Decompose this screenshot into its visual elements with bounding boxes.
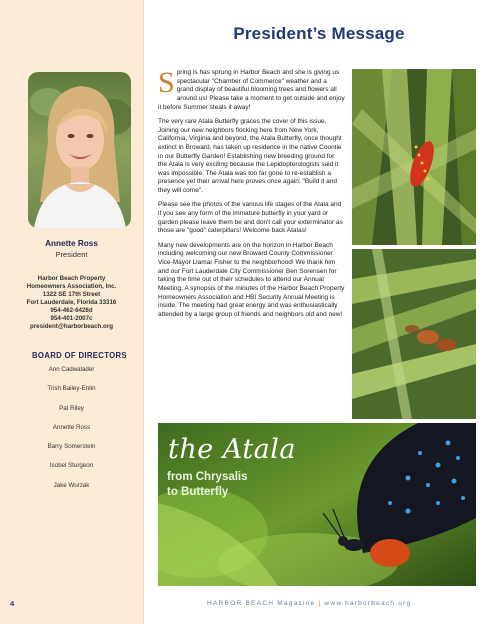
phone-2: 954-401-2007c bbox=[50, 315, 93, 322]
board-member: Trish Bailey-Entin bbox=[47, 385, 96, 393]
website-url[interactable]: www.harborbeach.org bbox=[324, 600, 412, 607]
board-member: Barry Somerstein bbox=[47, 443, 96, 451]
magazine-name: HARBOR BEACH Magazine bbox=[207, 600, 316, 607]
president-portrait bbox=[28, 72, 131, 228]
feature-subtitle-line1: from Chrysalis bbox=[167, 471, 248, 483]
page-title: President’s Message bbox=[233, 24, 405, 43]
address: 1322 SE 17th Street bbox=[42, 291, 101, 298]
article-body bbox=[158, 66, 345, 325]
board-heading: BOARD OF DIRECTORS bbox=[32, 351, 127, 360]
board-member: Isobel Sturgeon bbox=[49, 462, 94, 470]
president-title: President bbox=[55, 250, 88, 259]
drop-cap: S bbox=[158, 66, 175, 99]
board-member: Pat Riley bbox=[59, 404, 84, 412]
paragraph-3: Please see the photos of the various life stages of the Atala and if you see any form of the immature butterfly in your yard or garden please leave them be and don't call your exterminator as those are "good" caterpillars! Welcome back Atalas! bbox=[158, 201, 343, 235]
board-member: Annette Ross bbox=[52, 423, 91, 431]
chrysalis-photo bbox=[352, 249, 476, 419]
association-name-line2: Homeowners Association, Inc. bbox=[26, 283, 117, 290]
email[interactable]: president@harborbeach.org bbox=[29, 323, 114, 330]
footer bbox=[207, 600, 411, 607]
board-member: Ann Cadwalader bbox=[48, 366, 95, 373]
association-info bbox=[0, 275, 143, 331]
page-number: 4 bbox=[10, 599, 15, 608]
paragraph-1-text: pring is has sprung in Harbor Beach and she is giving us spectacular "Chamber of Commerce" weather and a grand display of beautiful blooming trees and flowers all around us! Please take a moment to get outside and enjoy it before Summer steals it away! bbox=[158, 69, 345, 111]
city: Fort Lauderdale, Florida 33316 bbox=[26, 299, 117, 306]
sidebar-divider bbox=[143, 0, 144, 624]
feature-title: the Atala bbox=[168, 434, 297, 465]
caterpillar-photo bbox=[352, 69, 476, 245]
feature-subtitle bbox=[167, 470, 248, 500]
board-list bbox=[0, 366, 143, 501]
paragraph-2: The very rare Atala Butterfly graces the cover of this issue. Joining our new neighbors flocking here from New York, California, Virginia and beyond, the Atala Butterfly, once thought extinct in Broward, has taken up residence in the native Coontie in our Butterfly Garden! Establishing new breeding ground for the Atala is very exciting because the Lepidopterologists said it was impossible. The Atala was too far gone to re-establish a presence yet their arrival here proves once again: "Build it and they will come". bbox=[158, 117, 342, 195]
footer-separator: | bbox=[318, 600, 322, 607]
phone-1: 954-462-6428d bbox=[50, 307, 93, 314]
feature-subtitle-line2: to Butterfly bbox=[167, 486, 229, 498]
president-name: Annette Ross bbox=[45, 239, 98, 248]
paragraph-1 bbox=[158, 66, 345, 112]
paragraph-4: Many new developments are on the horizon in Harbor Beach including welcoming our new Broward County Commissioner Vice-Mayor Llamar Fisher to the neighborhood! We thank him and our Fort Lauderdale City Commissioner Ben Sorensen for taking the time out of their schedules to attend our Annual Meeting. A synopsis of the minutes of the Harbor Beach Property Homeowners Association and HBI Security Annual Meeting is inside. The meeting had great energy and was enthusiastically attended by a large group of friends and neighbors old and new! bbox=[158, 241, 345, 318]
association-name-line1: Harbor Beach Property bbox=[37, 275, 106, 282]
board-member: Jake Wurzak bbox=[53, 481, 90, 489]
